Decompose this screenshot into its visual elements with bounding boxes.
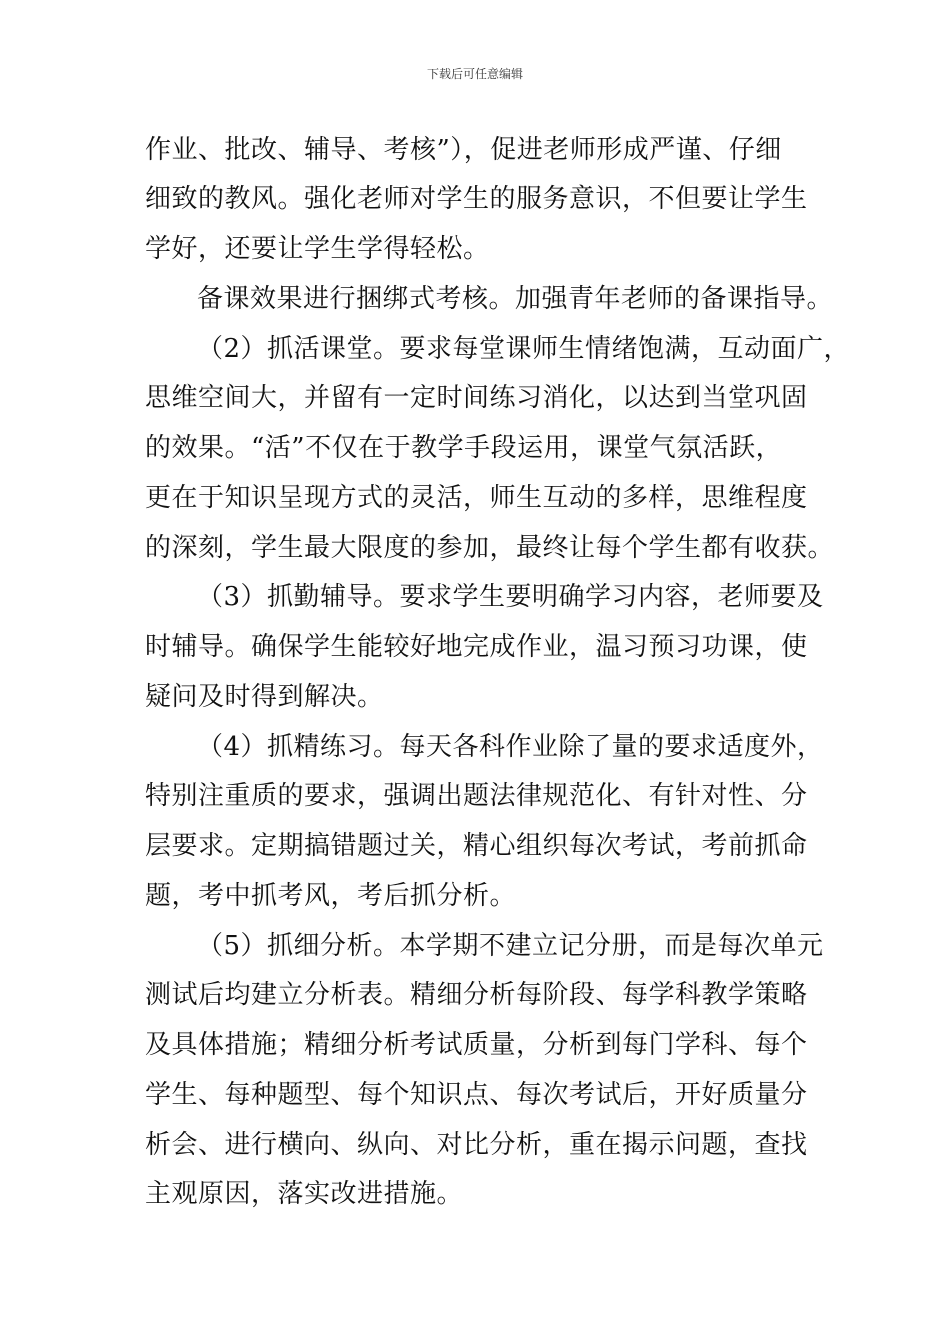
text-line: 层要求。定期搞错题过关，精心组织每次考试，考前抓命 <box>145 831 808 861</box>
text-line: 时辅导。确保学生能较好地完成作业，温习预习功课，使 <box>145 632 808 662</box>
text-line: 测试后均建立分析表。精细分析每阶段、每学科教学策略 <box>145 980 808 1010</box>
text-line: （3）抓勤辅导。要求学生要明确学习内容，老师要及 <box>197 582 824 612</box>
text-line: 学生、每种题型、每个知识点、每次考试后，开好质量分 <box>145 1080 808 1110</box>
text-line: 的效果。“活”不仅在于教学手段运用，课堂气氛活跃， <box>145 433 783 463</box>
text-line: 特别注重质的要求，强调出题法律规范化、有针对性、分 <box>145 781 808 811</box>
text-line: 疑问及时得到解决。 <box>145 682 384 712</box>
text-line: 备课效果进行捆绑式考核。加强青年老师的备课指导。 <box>197 284 834 314</box>
text-line: 及具体措施；精细分析考试质量，分析到每门学科、每个 <box>145 1030 808 1060</box>
text-line: （5）抓细分析。本学期不建立记分册，而是每次单元 <box>197 931 824 961</box>
text-line: 更在于知识呈现方式的灵活，师生互动的多样，思维程度 <box>145 483 808 513</box>
text-line: 主观原因，落实改进措施。 <box>145 1179 464 1209</box>
text-line: 思维空间大，并留有一定时间练习消化，以达到当堂巩固 <box>145 383 808 413</box>
text-line: 学好，还要让学生学得轻松。 <box>145 234 490 264</box>
text-line: （4）抓精练习。每天各科作业除了量的要求适度外， <box>197 732 824 762</box>
text-line: 作业、批改、辅导、考核”），促进老师形成严谨、仔细 <box>145 135 782 165</box>
text-line: 析会、进行横向、纵向、对比分析，重在揭示问题，查找 <box>145 1130 808 1160</box>
page-header: 下载后可任意编辑 <box>426 67 523 81</box>
text-line: （2）抓活课堂。要求每堂课师生情绪饱满，互动面广， <box>197 334 851 364</box>
text-line: 的深刻，学生最大限度的参加，最终让每个学生都有收获。 <box>145 533 835 563</box>
text-line: 细致的教风。强化老师对学生的服务意识，不但要让学生 <box>145 184 808 214</box>
text-line: 题，考中抓考风，考后抓分析。 <box>145 881 517 911</box>
